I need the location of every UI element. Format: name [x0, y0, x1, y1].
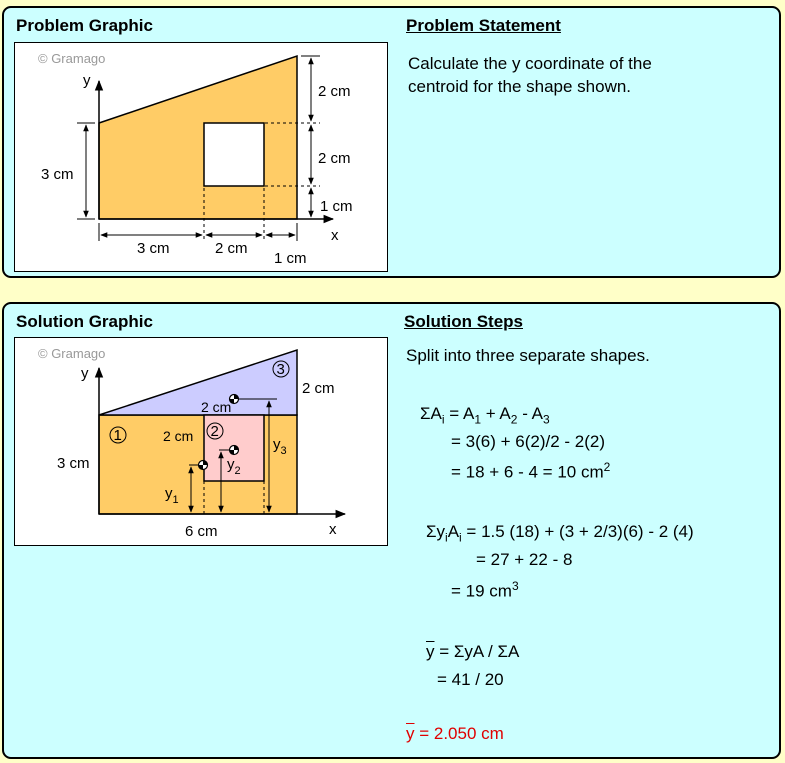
solution-steps-title: Solution Steps	[404, 312, 523, 331]
solution-diagram	[15, 338, 387, 545]
problem-graphic-title: Problem Graphic	[16, 16, 153, 35]
main-shape	[99, 56, 297, 219]
solution-graphic-title: Solution Graphic	[16, 312, 153, 331]
moment-eq-line-1: $\Sigma y_iA_i = 1.5$ (18) + (3 + 2/3)(6) - 2 (4)	[426, 522, 694, 545]
moment-eq-line-2: = 27 + 22 - 8	[476, 550, 573, 569]
problem-statement-title: Problem Statement	[406, 16, 561, 35]
problem-panel	[2, 6, 781, 278]
left-height-label: 3 cm	[41, 166, 74, 183]
answer: $\overline{y} = 2.050$ cm	[406, 724, 504, 743]
left-height-label: 3 cm	[57, 455, 90, 472]
solution-panel	[2, 302, 781, 759]
y-axis-label: y	[83, 72, 91, 89]
right-mid-label: 2 cm	[318, 150, 351, 167]
centroid-1-icon	[199, 461, 208, 470]
width-label: 6 cm	[185, 523, 218, 540]
statement-line-2: centroid for the shape shown.	[408, 77, 632, 96]
intro-text: Split into three separate shapes.	[406, 346, 650, 365]
copyright-text: © Gramago	[38, 346, 106, 361]
problem-diagram	[15, 43, 387, 271]
bottom-mid-label: 2 cm	[215, 240, 248, 257]
area-eq-line-2: = 3(6) + 6(2)/2 - 2(2)	[451, 432, 606, 451]
problem-statement	[408, 52, 652, 98]
problem-graphic	[14, 42, 388, 272]
shape-1-number: 1	[113, 427, 122, 444]
bottom-right-label: 1 cm	[274, 250, 307, 267]
centroid-eq-line-2: = 41 / 20	[437, 670, 504, 689]
statement-line-1: Calculate the y coordinate of the	[408, 54, 652, 73]
centroid-2-icon	[230, 446, 239, 455]
right-bot-label: 1 cm	[320, 198, 353, 215]
bottom-left-label: 3 cm	[137, 240, 170, 257]
area-eq-line-3: = 18 + 6 - 4 = 10 $cm^2$	[451, 460, 611, 482]
solution-graphic	[14, 337, 388, 546]
x-axis-label: x	[331, 227, 339, 244]
triangle-height-label: 2 cm	[302, 380, 335, 397]
square-dim-label: 2 cm	[163, 428, 194, 444]
shape-2-number: 2	[210, 423, 219, 440]
moment-eq-line-3: = 19 $cm^3$	[451, 579, 519, 601]
y3-label: $y_3$	[273, 436, 287, 457]
centroid-eq-line-1: $\overline{y} = \Sigma yA / \Sigma A$	[426, 642, 520, 661]
copyright-text: © Gramago	[38, 51, 106, 66]
x-axis-label: x	[329, 521, 337, 538]
square-hole	[204, 123, 264, 186]
right-top-label: 2 cm	[318, 83, 351, 100]
area-eq-line-1: $\Sigma A_i = A_1 + A_2 - A_3$	[420, 404, 550, 427]
y2-label: $y_2$	[227, 456, 241, 477]
y-axis-label: y	[81, 365, 89, 382]
triangle-dim-label: 2 cm	[201, 399, 232, 415]
shape-3-triangle	[99, 350, 297, 415]
shape-3-number: 3	[276, 361, 285, 378]
y1-label: $y_1$	[165, 485, 179, 506]
